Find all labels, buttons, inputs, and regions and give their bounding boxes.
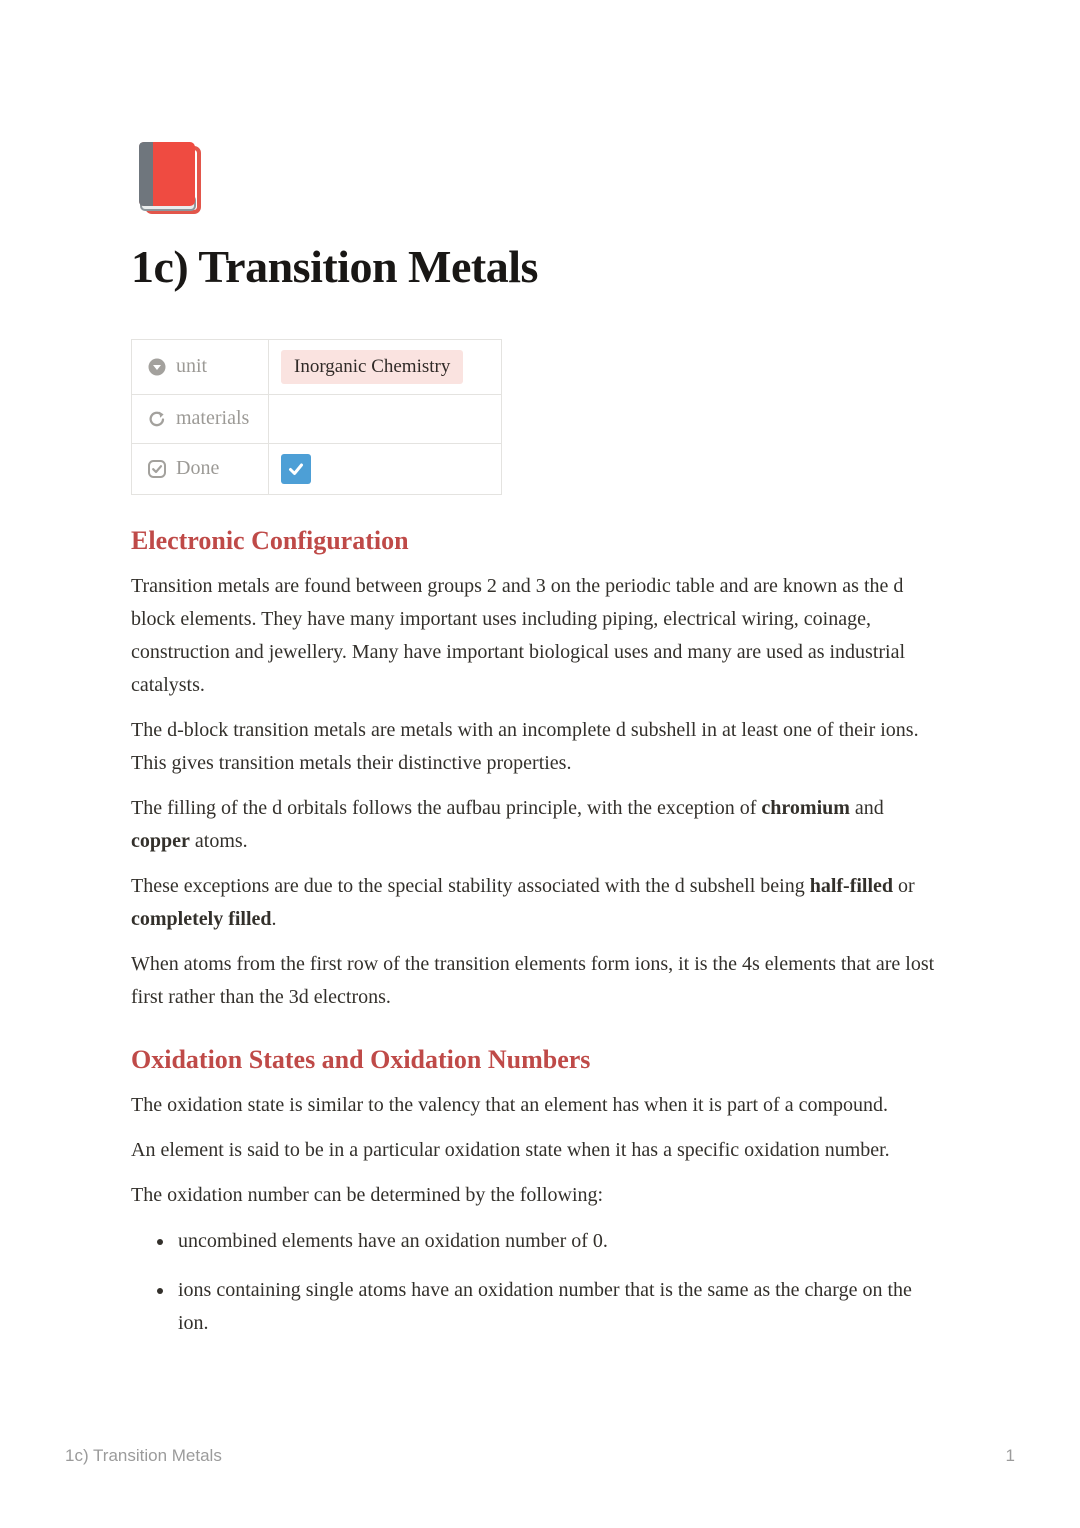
property-row-unit bbox=[132, 339, 502, 394]
page-footer bbox=[65, 1446, 1015, 1466]
property-row-done bbox=[132, 443, 502, 494]
paragraph: The oxidation state is similar to the valency that an element has when it is part of a compound. bbox=[131, 1093, 889, 1116]
paragraph: The filling of the d orbitals follows the aufbau principle, with the exception of chromium and copper atoms. bbox=[131, 796, 884, 852]
property-row-materials bbox=[132, 394, 502, 443]
section-heading-electronic-configuration: Electronic Configuration bbox=[131, 525, 409, 555]
materials-empty-value[interactable] bbox=[281, 405, 491, 433]
paragraph: When atoms from the first row of the transition elements form ions, it is the 4s elements that are lost first rather than the 3d electrons. bbox=[131, 952, 935, 1008]
document-content bbox=[0, 140, 1080, 1340]
section-heading-oxidation-states: Oxidation States and Oxidation Numbers bbox=[131, 1044, 591, 1074]
paragraph: Transition metals are found between groups 2 and 3 on the periodic table and are known as the d block elements. They have many important uses including piping, electrical wiring, coinage, construction and jewellery. Many have important biological uses and many are used as industrial catalysts. bbox=[131, 574, 906, 696]
property-label: unit bbox=[176, 355, 208, 378]
unit-tag[interactable]: Inorganic Chemistry bbox=[281, 350, 463, 384]
paragraph: The oxidation number can be determined by the following: bbox=[131, 1183, 604, 1206]
paragraph: An element is said to be in a particular oxidation state when it has a specific oxidation number. bbox=[131, 1138, 890, 1161]
red-book-icon bbox=[131, 140, 207, 218]
done-checkbox[interactable] bbox=[281, 454, 311, 484]
property-label: Done bbox=[176, 457, 220, 480]
oxidation-rules-list bbox=[131, 1225, 945, 1340]
check-icon bbox=[286, 459, 306, 479]
relation-property-icon bbox=[147, 409, 167, 429]
list-item: • uncombined elements have an oxidation number of 0. bbox=[175, 1225, 945, 1258]
paragraph: The d-block transition metals are metals with an incomplete d subshell in at least one of their ions. This gives transition metals their distinctive properties. bbox=[131, 718, 919, 774]
footer-page-number: 1 bbox=[1005, 1446, 1015, 1465]
property-label: materials bbox=[176, 407, 250, 430]
properties-table bbox=[131, 339, 502, 495]
list-item: • ions containing single atoms have an oxidation number that is the same as the charge on the ion. bbox=[175, 1274, 945, 1340]
page-title: 1c) Transition Metals bbox=[131, 241, 538, 292]
select-property-icon bbox=[147, 357, 167, 377]
paragraph: These exceptions are due to the special stability associated with the d subshell being half-filled or completely filled. bbox=[131, 874, 915, 930]
footer-document-title: 1c) Transition Metals bbox=[65, 1446, 222, 1465]
checkbox-property-icon bbox=[147, 459, 167, 479]
